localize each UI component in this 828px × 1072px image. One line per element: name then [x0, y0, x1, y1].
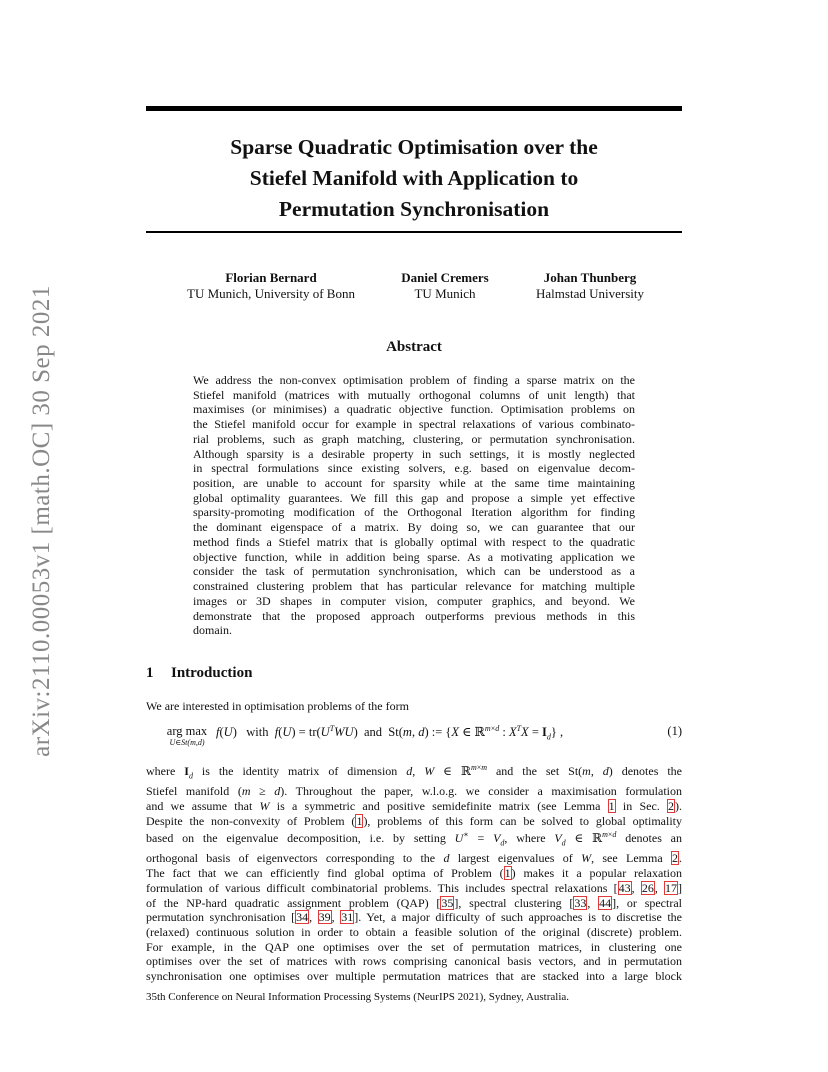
- abstract-line: objective function, while in addition being sparse. As a motivating application we: [193, 549, 635, 564]
- section-title: Introduction: [171, 665, 253, 681]
- abstract-body: [193, 373, 635, 638]
- abstract-line: domain.: [193, 623, 232, 638]
- abstract-line: images or 3D shapes in computer vision, computer graphics, and beyond. We: [193, 593, 635, 608]
- citation-link[interactable]: 35: [441, 895, 454, 910]
- arxiv-id: arXiv:2110.00053v1 [math.OC] 30 Sep 2021: [28, 285, 55, 757]
- conference-footer: 35th Conference on Neural Information Processing Systems (NeurIPS 2021), Sydney, Australia.: [146, 991, 570, 1003]
- author-affiliation: Halmstad University: [536, 286, 644, 301]
- abstract-heading: Abstract: [386, 339, 442, 355]
- abstract-line: Although sparsity is a desirable property in such settings, it is mostly neglected: [193, 446, 635, 461]
- equation-1: [146, 722, 682, 756]
- abstract-line: rial problems, such as graph matching, clustering, or permutation synchronisation.: [193, 431, 635, 446]
- title-bottom-rule: [146, 231, 682, 233]
- author-block: [386, 270, 504, 302]
- abstract-line: the dominant eigenspace of a matrix. By doing so, we can guarantee that our: [193, 520, 635, 535]
- abstract-line: the Stiefel manifold occur for example in spectral relaxations of various combinato-: [193, 417, 635, 432]
- equation-ref-link[interactable]: 1: [504, 866, 511, 881]
- section-number: 1: [146, 665, 154, 681]
- arxiv-sidebar-stamp: [22, 268, 62, 774]
- section-ref-link[interactable]: 2: [668, 798, 674, 813]
- abstract-line: sparsity-promoting modification of the Orthogonal Iteration algorithm for finding: [193, 505, 635, 520]
- intro-sentence: We are interested in optimisation problems of the form: [146, 699, 409, 713]
- title-line: Stiefel Manifold with Application to: [249, 166, 579, 190]
- author-block: [176, 270, 366, 302]
- title-line: Permutation Synchronisation: [278, 197, 550, 221]
- citation-link[interactable]: 39: [318, 910, 331, 925]
- lemma-ref-link[interactable]: 1: [608, 798, 615, 813]
- citation-link[interactable]: 33: [574, 895, 587, 910]
- abstract-line: in spectral formulations since existing solvers, e.g. based on eigenvalue decom-: [193, 461, 635, 476]
- lemma-ref-link[interactable]: 2: [671, 851, 678, 866]
- abstract-line: consider the task of permutation synchronisation, which can be understood as a: [193, 564, 635, 579]
- paper-title: [146, 132, 682, 225]
- abstract-line: We address the non-convex optimisation problem of finding a sparse matrix on the: [193, 373, 635, 387]
- author-block: [524, 270, 656, 302]
- abstract-line: Stiefel manifold (matrices with mutually orthogonal columns of unit length) that: [193, 387, 635, 402]
- author-name: Johan Thunberg: [543, 270, 637, 285]
- abstract-line: demonstrate that the proposed approach outperforms previous methods in this: [193, 608, 635, 623]
- citation-link[interactable]: 31: [341, 910, 354, 925]
- abstract-line: maximises (or minimises) a quadratic objective function. Optimisation problems on: [193, 402, 635, 417]
- abstract-line: method finds a Stiefel matrix that is globally optimal with respect to the quadratic: [193, 534, 635, 549]
- citation-link[interactable]: 44: [599, 895, 612, 910]
- author-affiliation: TU Munich: [414, 286, 476, 301]
- citation-link[interactable]: 17: [665, 880, 678, 895]
- citation-link[interactable]: 43: [618, 880, 631, 895]
- title-line: Sparse Quadratic Optimisation over the: [230, 135, 598, 159]
- abstract-line: position, are unable to account for sparsity while at the same time maintaining: [193, 476, 635, 491]
- abstract-line: constrained clustering problem that has particular relevance for matching multiple: [193, 579, 635, 594]
- abstract-line: global optimality guarantees. We fill this gap and propose a simple yet effective: [193, 490, 635, 505]
- citation-link[interactable]: 34: [296, 910, 309, 925]
- title-top-rule: [146, 106, 682, 111]
- author-affiliation: TU Munich, University of Bonn: [187, 286, 355, 301]
- equation-body: f(U) with $f(U) = tr(U^TWU)$ and St(m, d) := {X ∈ ℝ$^{m\times d}$ : $X^TX = I_d$} ,: [216, 724, 564, 742]
- author-name: Daniel Cremers: [401, 270, 489, 285]
- equation-number: (1): [667, 724, 682, 738]
- citation-link[interactable]: 26: [641, 880, 654, 895]
- author-name: Florian Bernard: [225, 270, 317, 285]
- argmax-operator: [160, 724, 214, 747]
- argmax-label: arg max: [166, 724, 208, 738]
- section-heading: [146, 665, 252, 682]
- equation-ref-link[interactable]: 1: [356, 813, 363, 828]
- intro-paragraph: where $I_d$ is the identity matrix of dimension d, W ∈ ℝ$^{m\times m}$ and the set St(m, d) denotes the Stiefel manifold (m ≥ d). Throughout the paper, w.l.o.g. we consider a maximisation formulation and we assume that W is a symmetric and positive semidefinite matrix (see Lemma 1 in Sec. 2). Despite the non-convexity of Problem (1), problems of this form can be solved to global optimality based on the eigenvalue decomposition, i.e. by setting $U^∗ = V_d$, where $V_d$ ∈ ℝ$^{m\times d}$ denotes an orthogonal basis of eigenvectors corresponding to the d largest eigenvalues of W, see Lemma 2. The fact that we can efficiently find global optima of Problem (1) makes it a popular relaxation formulation of various difficult combinatorial problems. This includes spectral relaxations [43, 26, 17] of the NP-hard quadratic assignment problem (QAP) [35], spectral clustering [33, 44], or spectral permutation synchronisation [34, 39, 31]. Yet, a major difficulty of such approaches is to discretise the (relaxed) continuous solution in order to obtain a feasible solution of the original (discrete) problem. For example, in the QAP one optimises over the set of permutation matrices, in clustering one optimises over the set of matrices with rows comprising canonical basis vectors, and in permutation synchronisation one optimises over multiple permutation matrices that are stacked into a large block: [146, 763, 683, 984]
- argmax-subscript: U∈St(m,d): [169, 738, 205, 747]
